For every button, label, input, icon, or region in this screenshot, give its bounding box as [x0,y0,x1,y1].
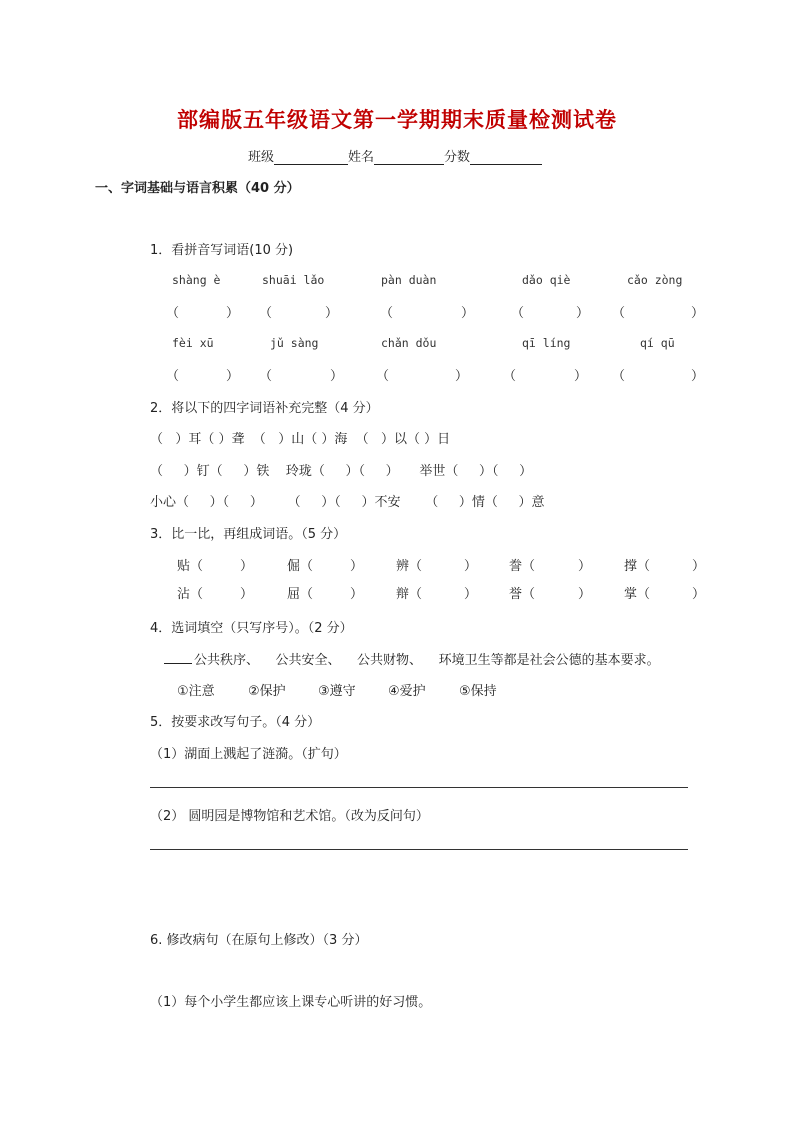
question-3-heading: 3．比一比，再组成词语。（5 分） [150,527,347,542]
paren-open: （ [259,369,273,384]
pinyin: shàng è [172,273,221,287]
pinyin: chǎn dǒu [381,336,437,350]
answer-line-2 [150,849,688,850]
question-1-heading: 1．看拼音写词语(10 分) [150,243,294,258]
idiom-line-3: 小心（ ）（ ） （ ）（ ）不安 （ ）情（ ）意 [150,495,545,510]
paren-close: ） [461,306,475,321]
paren-close: ） [691,369,705,384]
paren-open: （ [166,369,180,384]
pinyin: cǎo zòng [627,273,683,287]
char-paren-open: 沾（ [177,587,204,602]
paren-close: ） [330,369,344,384]
pinyin: qí qū [640,336,675,350]
pinyin: fèi xū [172,336,214,350]
char-paren-open: 屈（ [287,587,314,602]
student-info [248,146,542,165]
name-label: 姓名 [348,150,375,165]
paren-close: ） [350,587,364,602]
option: ④爱护 [388,684,426,699]
paren-open: （ [380,306,394,321]
char-paren-open: 掌（ [624,587,651,602]
paren-close: ） [578,587,592,602]
pinyin: dǎo qiè [522,273,571,287]
paren-close: ） [578,559,592,574]
paren-close: ） [226,369,240,384]
paren-close: ） [240,587,254,602]
pinyin: pàn duàn [381,273,437,287]
option: ⑤保持 [459,684,497,699]
paren-close: ） [240,559,254,574]
pinyin: qī líng [522,336,571,350]
paren-close: ） [226,306,240,321]
score-blank [470,150,542,165]
paren-close: ） [350,559,364,574]
char-paren-open: 辩（ [396,587,423,602]
question-2-heading: 2．将以下的四字词语补充完整（4 分） [150,401,379,416]
paren-close: ） [464,559,478,574]
section-heading: 一、字词基础与语言积累（40 分） [95,181,300,196]
rewrite-item-2: （2） 圆明园是博物馆和艺术馆。（改为反问句） [150,809,429,824]
fill-blank-line [164,663,192,664]
char-paren-open: 辨（ [396,559,423,574]
pinyin: shuāi lǎo [262,273,325,287]
char-paren-open: 誉（ [509,587,536,602]
idiom-line-2: （ ）钉（ ）铁 玲珑（ ）（ ） 举世（ ）（ ） [150,464,533,479]
class-label: 班级 [248,150,275,165]
paren-open: （ [612,369,626,384]
char-paren-open: 誊（ [509,559,536,574]
paren-close: ） [692,587,706,602]
pinyin: jǔ sàng [270,336,319,350]
paren-close: ） [692,559,706,574]
question-6-heading: 6. 修改病句（在原句上修改）（3 分） [150,933,368,948]
option: ①注意 [177,684,215,699]
name-blank [374,150,444,165]
paren-close: ） [576,306,590,321]
paren-open: （ [259,306,273,321]
class-blank [274,150,348,165]
paren-close: ） [455,369,469,384]
fill-sentence: 公共秩序、 公共安全、 公共财物、 环境卫生等都是社会公德的基本要求。 [194,653,660,668]
paren-close: ） [464,587,478,602]
paren-open: （ [376,369,390,384]
answer-line-1 [150,787,688,788]
char-paren-open: 贴（ [177,559,204,574]
correction-item-1: （1）每个小学生都应该上课专心听讲的好习惯。 [150,995,432,1010]
paren-close: ） [574,369,588,384]
rewrite-item-1: （1）湖面上溅起了涟漪。（扩句） [150,747,347,762]
paren-open: （ [503,369,517,384]
char-paren-open: 撑（ [624,559,651,574]
page-title: 部编版五年级语文第一学期期末质量检测试卷 [177,108,617,132]
char-paren-open: 倔（ [287,559,314,574]
paren-open: （ [612,306,626,321]
paren-close: ） [691,306,705,321]
score-label: 分数 [444,150,471,165]
option: ③遵守 [318,684,356,699]
paren-open: （ [166,306,180,321]
question-4-heading: 4．选词填空（只写序号）。（2 分） [150,621,353,636]
paren-open: （ [511,306,525,321]
paren-close: ） [325,306,339,321]
question-5-heading: 5．按要求改写句子。（4 分） [150,715,321,730]
option: ②保护 [248,684,286,699]
idiom-line-1: （ ）耳（ ）聋 （ ）山（ ）海 （ ）以（ ）日 [150,432,451,447]
